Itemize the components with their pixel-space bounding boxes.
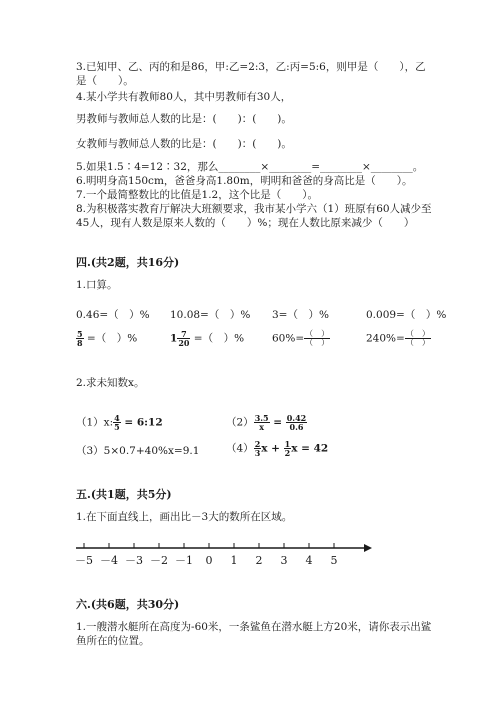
blank-fraction: $\frac{( )}{( )}$ bbox=[305, 329, 330, 347]
fraction-3.5-x: $\frac{3.5}{x}$ bbox=[254, 413, 269, 432]
blank-fraction: $\frac{( )}{( )}$ bbox=[405, 329, 430, 347]
fraction-4-5: $\frac{4}{5}$ bbox=[114, 413, 120, 432]
number-line-tick-label: 1 bbox=[230, 554, 238, 567]
q3-line-2: 是（ ）。 bbox=[76, 75, 134, 87]
number-line-ticks bbox=[75, 543, 338, 567]
q7-line: 7.一个最简整数比的比值是1.2，这个比是（ ）。 bbox=[76, 189, 318, 201]
oral-a1: 0.46=（ ）% bbox=[76, 309, 150, 321]
number-line[interactable] bbox=[74, 536, 374, 572]
oral-calc-label: 1.口算。 bbox=[76, 279, 118, 291]
q6-line: 6.明明身高150cm，爸爸身高1.80m，明明和爸爸的身高比是（ ）。 bbox=[76, 175, 413, 187]
q3-line-1: 3.已知甲、乙、丙的和是86，甲:乙=2:3，乙:丙=5:6，则甲是（ ），乙 bbox=[76, 61, 426, 73]
oral-a2: 10.08=（ ）% bbox=[170, 309, 251, 321]
q4-stem: 4.某小学共有教师80人，其中男教师有30人， bbox=[76, 91, 292, 103]
number-line-tick-label: －1 bbox=[175, 554, 193, 567]
oral-b3: 60%= $\frac{( )}{( )}$ bbox=[272, 329, 330, 347]
number-line-tick-label: －3 bbox=[125, 554, 143, 567]
fraction-2-3: $\frac{2}{3}$ bbox=[254, 439, 261, 458]
q8-line-2: 45人，现有人数是原来人数的（ ）%；现在人数比原来减少（ ） bbox=[76, 217, 415, 229]
equation-1: （1）x: $\frac{4}{5}$ = 6:12 bbox=[76, 413, 163, 432]
number-line-tick-label: 2 bbox=[255, 554, 263, 567]
number-line-tick-label: 4 bbox=[305, 554, 313, 567]
number-line-tick-label: －2 bbox=[150, 554, 168, 567]
s6-q1-line-2: 鱼所在的位置。 bbox=[76, 635, 150, 647]
equation-3: （3）5×0.7+40%x=9.1 bbox=[76, 445, 200, 457]
q5-line: 5.如果1.5∶4=12∶32，那么________×________=________×________。 bbox=[76, 161, 424, 173]
oral-b1: $\frac{5}{8}$ =（ ）% bbox=[77, 329, 138, 348]
oral-b2: 1 $\frac{7}{20}$ =（ ）% bbox=[170, 329, 245, 348]
section-6-title: 六.(共6题，共30分) bbox=[76, 598, 180, 611]
fraction-5-8: $\frac{5}{8}$ bbox=[77, 329, 83, 348]
oral-b4: 240%= $\frac{( )}{( )}$ bbox=[366, 329, 430, 347]
fraction-1-2: $\frac{1}{2}$ bbox=[284, 439, 291, 458]
oral-a4: 0.009=（ ）% bbox=[366, 309, 447, 321]
solve-x-label: 2.求未知数x。 bbox=[76, 377, 145, 389]
section-5-title: 五.(共1题，共5分) bbox=[76, 488, 172, 501]
fraction-7-20: $\frac{7}{20}$ bbox=[178, 329, 190, 348]
number-line-question: 1.在下面直线上，画出比－3大的数所在区域。 bbox=[76, 511, 293, 523]
number-line-tick-label: 3 bbox=[280, 554, 288, 567]
number-line-arrow-icon bbox=[364, 544, 372, 552]
s6-q1-line-1: 1.一艘潜水艇所在高度为-60米，一条鲨鱼在潜水艇上方20米，请你表示出鲨 bbox=[76, 621, 432, 633]
number-line-tick-label: 0 bbox=[205, 554, 213, 567]
equation-2: （2） $\frac{3.5}{x}$ = $\frac{0.42}{0.6}$ bbox=[226, 413, 307, 432]
oral-a3: 3=（ ）% bbox=[272, 309, 329, 321]
number-line-tick-label: 5 bbox=[330, 554, 338, 567]
q8-line-1: 8.为积极落实教育厅解决大班额要求，我市某小学六（1）班原有60人减少至 bbox=[76, 203, 432, 215]
q4-male-ratio: 男教师与教师总人数的比是：( )：( )。 bbox=[76, 113, 292, 125]
number-line-tick-label: －4 bbox=[100, 554, 118, 567]
equation-4: （4） $\frac{2}{3}$ x + $\frac{1}{2}$ x = 42 bbox=[226, 439, 329, 458]
section-4-title: 四.(共2题，共16分) bbox=[76, 256, 180, 269]
q4-female-ratio: 女教师与教师总人数的比是：( )：( )。 bbox=[76, 138, 292, 150]
fraction-0.42-0.6: $\frac{0.42}{0.6}$ bbox=[286, 413, 307, 432]
number-line-tick-label: －5 bbox=[75, 554, 93, 567]
